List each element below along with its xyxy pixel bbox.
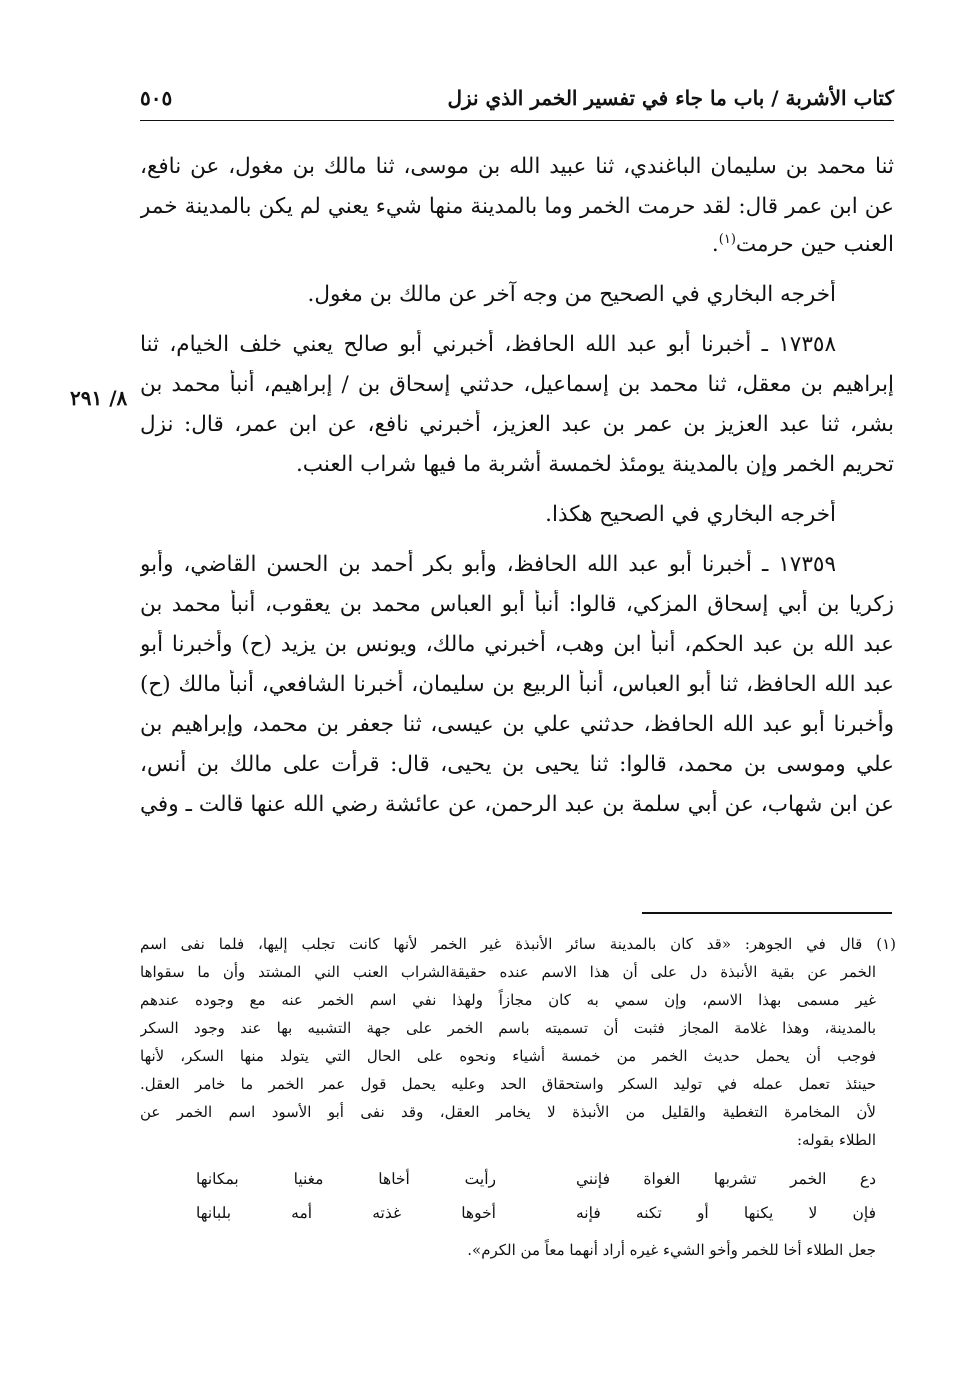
body-line: زكريا بن أبي إسحاق المزكي، قالوا: أنبأ أبو العباس محمد بن يعقوب، أنبأ محمد بن xyxy=(140,592,894,617)
body-line: أخرجه البخاري في الصحيح هكذا. xyxy=(545,502,836,527)
running-header xyxy=(140,86,894,121)
chapter-title: كتاب الأشربة / باب ما جاء في تفسير الخمر الذي نزل xyxy=(447,86,894,110)
body-line: عبد الله بن عبد الحكم، أنبأ ابن وهب، أخبرني مالك، ويونس بن يزيد (ح) وأخبرنا أبو xyxy=(140,632,894,657)
hadith-17358-start: ١٧٣٥٨ ـ أخبرنا أبو عبد الله الحافظ، أخبرني أبو صالح يعني خلف الخيام، ثنا xyxy=(140,332,836,357)
poetry-verse xyxy=(196,1166,876,1192)
body-line: وأخبرنا أبو عبد الله الحافظ، حدثني علي بن عيسى، ثنا جعفر بن محمد، وإبراهيم بن xyxy=(140,712,894,737)
footnote-line: حينئذ تعمل عمله في توليد السكر واستحقاق الحد وعليه يحمل قول عمر الخمر ما خامر العقل. xyxy=(140,1075,876,1093)
footnote-marker: (١) xyxy=(718,231,736,247)
footnote-line: غير مسمى بهذا الاسم، وإن سمي به كان مجازاً ولهذا نفي اسم الخمر عنه مع وجوده عندهم xyxy=(140,991,876,1009)
body-line: ثنا محمد بن سليمان الباغندي، ثنا عبيد الله بن موسى، ثنا مالك بن مغول، عن نافع، xyxy=(140,154,894,179)
footnote-closing-line: جعل الطلاء أخا للخمر وأخو الشيء غيره أراد أنهما معاً من الكرم». xyxy=(467,1241,876,1259)
footnote-line: بالمدينة، وهذا غلامة المجاز فثبت أن تسميته باسم الخمر على جهة التشبيه بها عند وجود السكر xyxy=(140,1019,876,1037)
body-line-with-footnote: العنب حين حرمت$^{(١)}$. xyxy=(711,231,894,257)
hadith-17359-start: ١٧٣٥٩ ـ أخبرنا أبو عبد الله الحافظ، وأبو بكر أحمد بن الحسن القاضي، وأبو xyxy=(140,552,836,577)
body-line: عبد الله الحافظ، ثنا أبو العباس، أنبأ الربيع بن سليمان، أخبرنا الشافعي، أنبأ مالك (ح) xyxy=(140,672,894,697)
page-number: ٥٠٥ xyxy=(140,86,173,110)
body-line: إبراهيم بن معقل، ثنا محمد بن إسماعيل، حدثني إسحاق بن / إبراهيم، أنبأ محمد بن xyxy=(140,372,894,397)
body-line-text: العنب حين حرمت xyxy=(735,232,894,257)
body-line: بشر، ثنا عبد العزيز بن عمر بن عبد العزيز، أخبرني نافع، عن ابن عمر، قال: نزل xyxy=(140,412,894,437)
poetry-verse xyxy=(196,1200,876,1226)
footnote-line: (١) قال في الجوهر: «قد كان بالمدينة سائر الأنبذة غير الخمر لأنها كانت تجلب إليها، فلما نفى اسم xyxy=(140,935,896,953)
verse-first-hemistich: دع الخمر تشربها الغواة فإنني xyxy=(576,1170,876,1188)
body-line: أخرجه البخاري في الصحيح من وجه آخر عن مالك بن مغول. xyxy=(307,282,836,307)
body-line: تحريم الخمر وإن بالمدينة يومئذ لخمسة أشربة ما فيها شراب العنب. xyxy=(295,452,894,477)
footnote-line: فوجب أن يحمل حديث الخمر من خمسة أشياء ونحوه على الحال التي يتولد منها السكر، لأنها xyxy=(140,1047,876,1065)
body-line: عن ابن عمر قال: لقد حرمت الخمر وما بالمدينة منها شيء يعني لم يكن بالمدينة خمر xyxy=(140,194,894,219)
footnote-line: الخمر عن بقية الأنبذة دل على أن هذا الاسم عنده حقيقةالشراب العنب الني المشتد وأن ما سقواها xyxy=(140,963,876,981)
footnote-separator xyxy=(642,912,892,914)
body-line: عن ابن شهاب، عن أبي سلمة بن عبد الرحمن، عن عائشة رضي الله عنها قالت ـ وفي xyxy=(140,792,894,817)
verse-second-hemistich: رأيت أخاها مغنيا بمكانها xyxy=(196,1170,496,1188)
footnote-line: لأن المخامرة التغطية والقليل من الأنبذة لا يخامر العقل، وقد نفى أبو الأسود اسم الخمر عن xyxy=(140,1103,876,1121)
body-line: علي وموسى بن محمد، قالوا: ثنا يحيى بن يحيى، قال: قرأت على مالك بن أنس، xyxy=(140,752,894,777)
footnote-line: الطلاء بقوله: xyxy=(797,1131,876,1149)
verse-first-hemistich: فإن لا يكنها أو تكنه فإنه xyxy=(576,1204,876,1222)
margin-volume-page-reference: ٨/ ٢٩١ xyxy=(70,386,128,410)
verse-second-hemistich: أخوها غذته أمه بلبانها xyxy=(196,1204,496,1222)
